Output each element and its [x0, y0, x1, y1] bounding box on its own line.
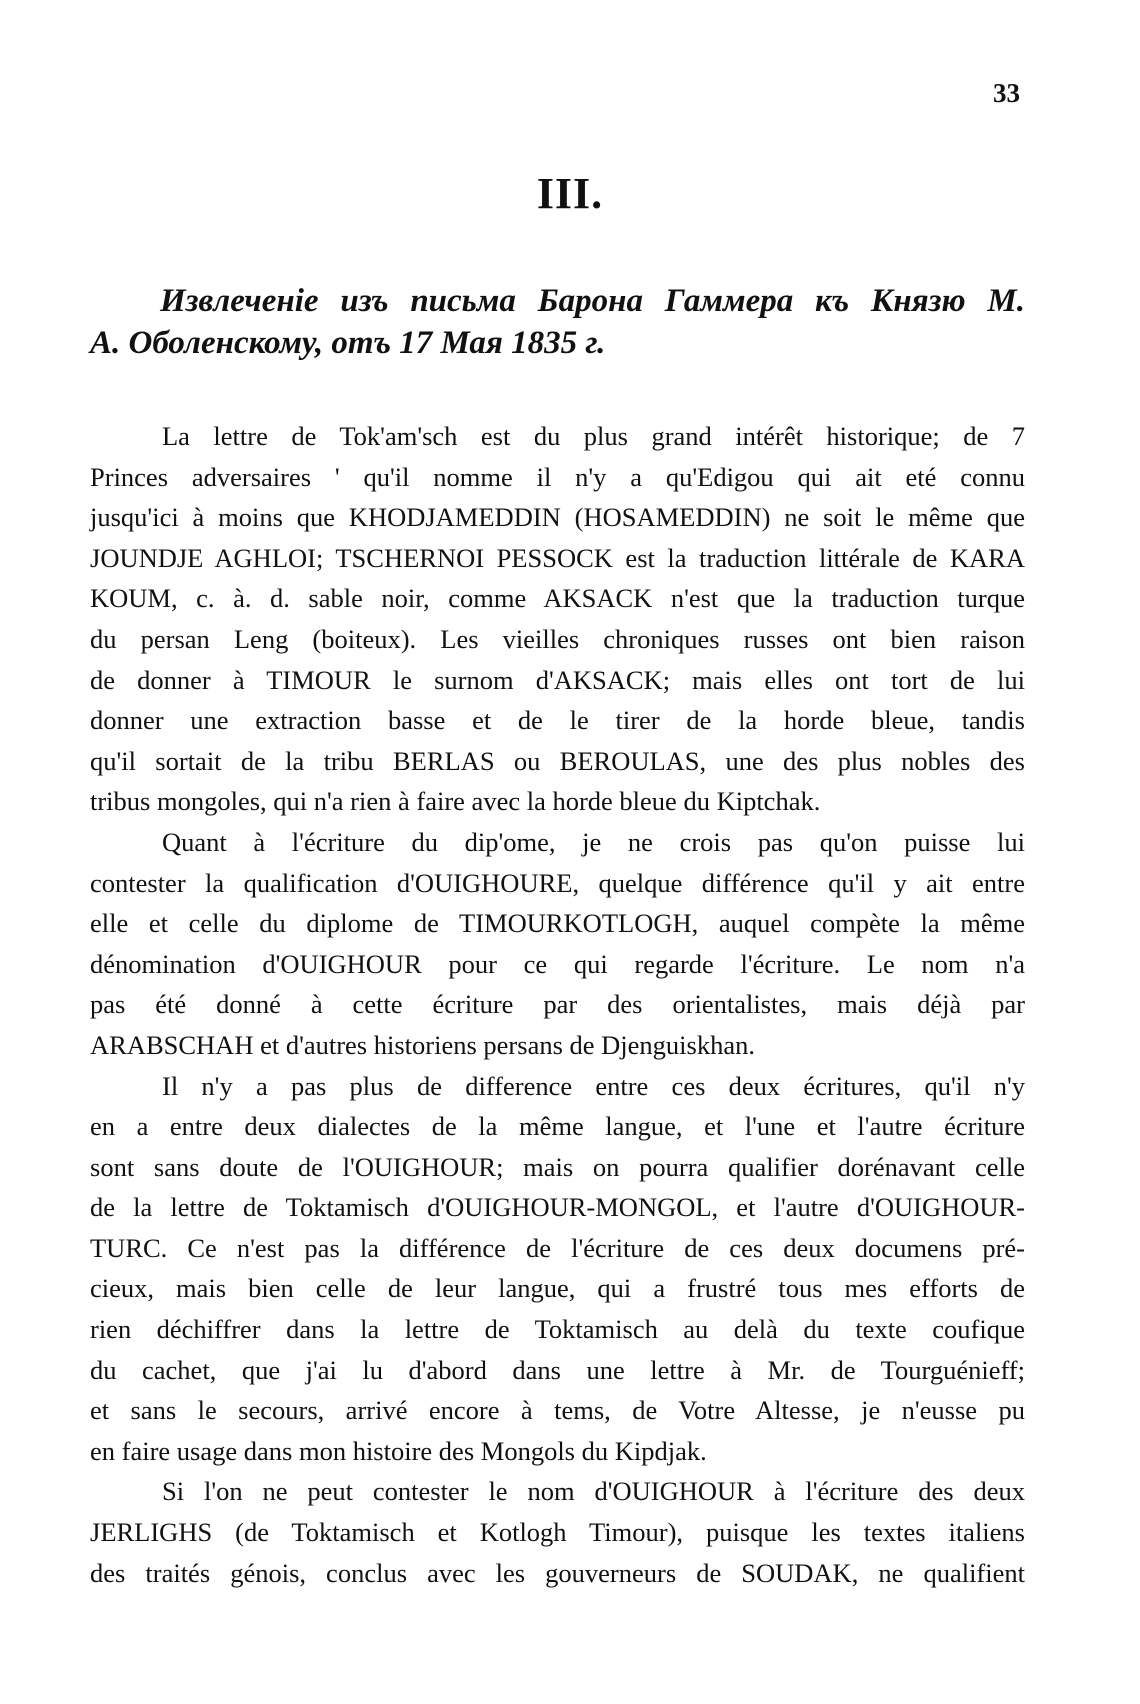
body-line: de donner à TIMOUR le surnom d'AKSACK; mais elles ont tort de lui	[90, 664, 1025, 695]
body-line: rien déchiffrer dans la lettre de Toktamisch au delà du texte coufique	[90, 1314, 1025, 1345]
body-line: et sans le secours, arrivé encore à tems, de Votre Altesse, je n'eusse pu	[90, 1395, 1025, 1426]
body-line: JERLIGHS (de Toktamisch et Kotlogh Timour), puisque les textes italiens	[90, 1517, 1025, 1548]
body-line: en faire usage dans mon histoire des Mongols du Kipdjak.	[90, 1435, 707, 1466]
body-line: sont sans doute de l'OUIGHOUR; mais on pourra qualifier dorénavant celle	[90, 1151, 1025, 1182]
body-line: des traités génois, conclus avec les gouverneurs de SOUDAK, ne qualifient	[90, 1557, 1025, 1588]
body-line: du persan Leng (boiteux). Les vieilles chroniques russes ont bien raison	[90, 623, 1025, 654]
body-line: KOUM, c. à. d. sable noir, comme AKSACK n'est que la traduction turque	[90, 583, 1025, 614]
body-line: de la lettre de Toktamisch d'OUIGHOUR-MONGOL, et l'autre d'OUIGHOUR-	[90, 1192, 1025, 1223]
body-line: jusqu'ici à moins que KHODJAMEDDIN (HOSAMEDDIN) ne soit le même que	[90, 502, 1025, 533]
body-line: Quant à l'écriture du dip'ome, je ne crois pas qu'on puisse lui	[162, 826, 1025, 857]
body-line: Princes adversaires ' qu'il nomme il n'y a qu'Edigou qui ait eté connu	[90, 461, 1025, 492]
page-number: 33	[993, 78, 1020, 108]
body-line: ARABSCHAH et d'autres historiens persans de Djenguiskhan.	[90, 1029, 755, 1060]
body-line: La lettre de Tok'am'sch est du plus grand intérêt historique; de 7	[162, 421, 1025, 451]
body-line: cieux, mais bien celle de leur langue, qui a frustré tous mes efforts de	[90, 1273, 1025, 1304]
letter-title	[90, 280, 1025, 364]
body-line: contester la qualification d'OUIGHOURE, quelque différence qu'il y ait entre	[90, 867, 1025, 898]
letter-body	[90, 416, 1025, 1593]
body-line: Si l'on ne peut contester le nom d'OUIGHOUR à l'écriture des deux	[162, 1476, 1025, 1507]
body-line: elle et celle du diplome de TIMOURKOTLOGH, auquel compète la même	[90, 908, 1025, 939]
body-line: en a entre deux dialectes de la même langue, et l'une et l'autre écriture	[90, 1111, 1025, 1142]
body-line: Il n'y a pas plus de difference entre ces deux écritures, qu'il n'y	[162, 1070, 1025, 1101]
body-line: JOUNDJE AGHLOI; TSCHERNOI PESSOCK est la traduction littérale de KARA	[90, 542, 1025, 573]
body-line: du cachet, que j'ai lu d'abord dans une lettre à Mr. de Tourguénieff;	[90, 1354, 1025, 1385]
section-numeral: III.	[536, 169, 604, 218]
body-line: dénomination d'OUIGHOUR pour ce qui regarde l'écriture. Le nom n'a	[90, 948, 1025, 979]
title-line: А. Оболенскому, отъ 17 Мая 1835 г.	[90, 325, 606, 361]
body-line: tribus mongoles, qui n'a rien à faire avec la horde bleue du Kiptchak.	[90, 786, 821, 817]
body-line: TURC. Ce n'est pas la différence de l'écriture de ces deux documens pré-	[90, 1232, 1025, 1263]
title-line: Извлеченіе изъ письма Барона Гаммера къ Князю М.	[160, 283, 1025, 319]
body-line: donner une extraction basse et de le tirer de la horde bleue, tandis	[90, 705, 1025, 736]
body-line: pas été donné à cette écriture par des orientalistes, mais déjà par	[90, 989, 1025, 1020]
body-line: qu'il sortait de la tribu BERLAS ou BEROULAS, une des plus nobles des	[90, 745, 1025, 776]
